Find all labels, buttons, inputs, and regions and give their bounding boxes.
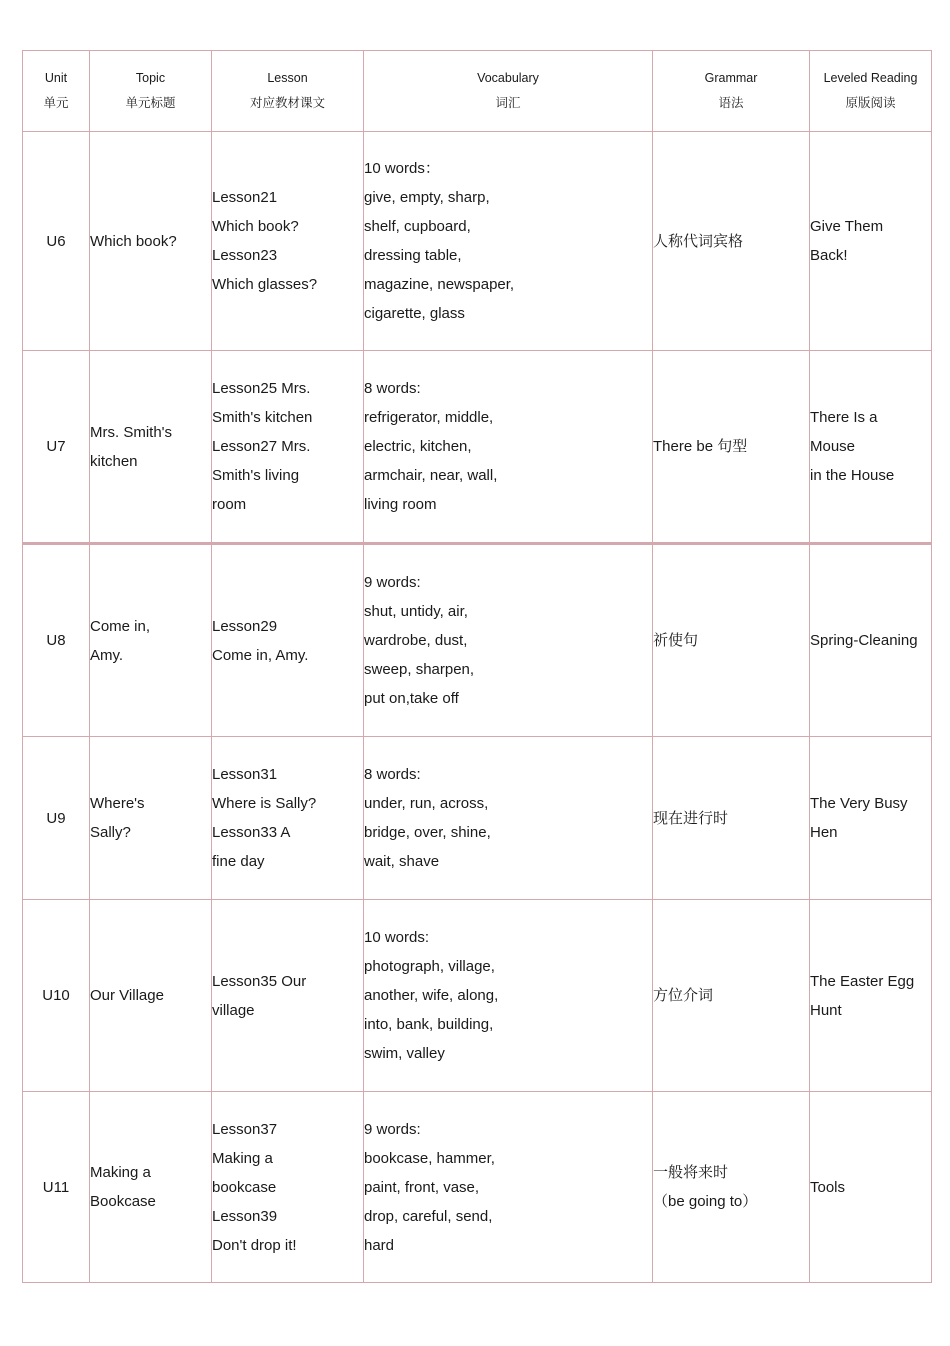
- reading-line: The Very Busy: [810, 795, 908, 812]
- vocabulary-line: bookcase, hammer,: [364, 1149, 495, 1167]
- vocabulary-line: give, empty, sharp,: [364, 189, 490, 206]
- vocabulary-line: 9 words:: [364, 574, 421, 591]
- grammar-cell: [653, 132, 810, 351]
- topic-line: Where's: [90, 795, 145, 812]
- table-row: [23, 544, 932, 737]
- unit-cell: U8: [23, 544, 90, 737]
- table-row: [23, 737, 932, 900]
- lesson-line: fine day: [212, 853, 265, 870]
- reading-line: in the House: [810, 467, 895, 484]
- vocabulary-line: hard: [364, 1236, 395, 1254]
- vocabulary-line: sweep, sharpen,: [364, 661, 475, 678]
- lesson-line: Making a: [212, 1149, 273, 1167]
- lesson-cell: [212, 544, 364, 737]
- grammar-cell: [653, 544, 810, 737]
- grammar-cell: [653, 1092, 810, 1283]
- vocabulary-line: cigarette, glass: [364, 305, 465, 322]
- vocabulary-line: 8 words:: [364, 380, 421, 397]
- vocabulary-line: shut, untidy, air,: [364, 603, 468, 620]
- lesson-cell: [212, 900, 364, 1092]
- vocabulary-line: shelf, cupboard,: [364, 218, 471, 235]
- lesson-line: village: [212, 1001, 255, 1019]
- topic-cell: [90, 1092, 212, 1283]
- lesson-cell: [212, 1092, 364, 1283]
- topic-cell: [90, 737, 212, 900]
- topic-line: kitchen: [90, 452, 138, 470]
- vocabulary-cell: [364, 737, 653, 900]
- vocabulary-line: 10 words:: [364, 929, 430, 946]
- grammar-line: There be 句型: [653, 438, 748, 455]
- vocabulary-line: under, run, across,: [364, 795, 489, 812]
- vocabulary-line: wardrobe, dust,: [364, 632, 468, 649]
- lesson-line: Lesson39: [212, 1207, 278, 1225]
- vocabulary-cell: [364, 351, 653, 544]
- lesson-line: Lesson27 Mrs.: [212, 438, 311, 455]
- topic-cell: [90, 132, 212, 351]
- topic-cell: [90, 900, 212, 1092]
- reading-cell: [810, 132, 932, 351]
- table-row: [23, 132, 932, 351]
- table-row: [23, 1092, 932, 1283]
- reading-cell: [810, 1092, 932, 1283]
- reading-cell: [810, 351, 932, 544]
- unit-cell: U7: [23, 351, 90, 544]
- lesson-line: room: [212, 496, 247, 513]
- lesson-line: Smith's living: [212, 467, 300, 484]
- vocabulary-line: 8 words:: [364, 766, 421, 783]
- topic-cell: [90, 351, 212, 544]
- vocabulary-cell: [364, 132, 653, 351]
- table-row: [23, 900, 932, 1092]
- reading-cell: [810, 544, 932, 737]
- unit-cell: U6: [23, 132, 90, 351]
- vocabulary-line: put on,take off: [364, 690, 459, 707]
- grammar-line: （be going to）: [653, 1193, 758, 1210]
- header-reading: Leveled Reading 原版阅读: [810, 51, 932, 132]
- vocabulary-line: drop, careful, send,: [364, 1207, 493, 1225]
- header-grammar: Grammar 语法: [653, 51, 810, 132]
- vocabulary-line: bridge, over, shine,: [364, 824, 491, 841]
- vocabulary-line: swim, valley: [364, 1045, 445, 1062]
- lesson-line: Lesson25 Mrs.: [212, 380, 311, 397]
- table-row: [23, 351, 932, 544]
- header-vocabulary: Vocabulary 词汇: [364, 51, 653, 132]
- vocabulary-cell: [364, 900, 653, 1092]
- lesson-cell: [212, 351, 364, 544]
- lesson-line: Come in, Amy.: [212, 646, 309, 664]
- vocabulary-line: into, bank, building,: [364, 1016, 494, 1033]
- topic-line: Amy.: [90, 646, 124, 664]
- topic-line: Come in,: [90, 617, 151, 635]
- vocabulary-line: armchair, near, wall,: [364, 467, 498, 484]
- lesson-line: Where is Sally?: [212, 795, 317, 812]
- lesson-line: Lesson29: [212, 617, 278, 635]
- vocabulary-line: wait, shave: [364, 853, 440, 870]
- topic-cell: [90, 544, 212, 737]
- vocabulary-cell: [364, 544, 653, 737]
- lesson-line: Lesson37: [212, 1120, 278, 1138]
- header-unit: Unit 单元: [23, 51, 90, 132]
- vocabulary-cell: [364, 1092, 653, 1283]
- unit-cell: U9: [23, 737, 90, 900]
- reading-line: Give Them: [810, 218, 884, 235]
- topic-line: Our Village: [90, 987, 164, 1004]
- grammar-line: 一般将来时: [653, 1164, 729, 1181]
- grammar-cell: [653, 900, 810, 1092]
- lesson-line: Which book?: [212, 218, 299, 235]
- lesson-cell: [212, 737, 364, 900]
- topic-line: Sally?: [90, 824, 131, 841]
- reading-line: Back!: [810, 247, 848, 264]
- reading-line: Hunt: [810, 1001, 842, 1019]
- vocabulary-line: refrigerator, middle,: [364, 409, 494, 426]
- topic-line: Making a: [90, 1164, 151, 1181]
- unit-cell: U10: [23, 900, 90, 1092]
- lesson-line: Lesson23: [212, 247, 278, 264]
- lesson-line: Smith's kitchen: [212, 409, 313, 426]
- header-topic: Topic 单元标题: [90, 51, 212, 132]
- header-lesson: Lesson 对应教材课文: [212, 51, 364, 132]
- vocabulary-line: living room: [364, 496, 437, 513]
- vocabulary-line: electric, kitchen,: [364, 438, 472, 455]
- reading-cell: [810, 737, 932, 900]
- lesson-line: Lesson31: [212, 766, 278, 783]
- reading-line: There Is a: [810, 409, 878, 426]
- reading-line: Tools: [810, 1178, 846, 1196]
- lesson-line: Lesson35 Our: [212, 972, 307, 990]
- topic-line: Mrs. Smith's: [90, 423, 173, 441]
- reading-line: The Easter Egg: [810, 972, 915, 990]
- vocabulary-line: magazine, newspaper,: [364, 276, 515, 293]
- reading-line: Hen: [810, 824, 838, 841]
- grammar-cell: [653, 351, 810, 544]
- vocabulary-line: dressing table,: [364, 247, 462, 264]
- unit-cell: U11: [23, 1092, 90, 1283]
- lesson-line: Which glasses?: [212, 276, 318, 293]
- lesson-line: Lesson21: [212, 189, 278, 206]
- syllabus-table: [22, 50, 932, 1283]
- grammar-cell: [653, 737, 810, 900]
- grammar-line: 现在进行时: [653, 809, 729, 827]
- vocabulary-line: 10 words：: [364, 160, 440, 177]
- lesson-line: Don't drop it!: [212, 1236, 297, 1254]
- vocabulary-line: 9 words:: [364, 1120, 421, 1138]
- vocabulary-line: paint, front, vase,: [364, 1178, 480, 1196]
- lesson-line: bookcase: [212, 1178, 277, 1196]
- vocabulary-line: another, wife, along,: [364, 987, 499, 1004]
- lesson-line: Lesson33 A: [212, 824, 291, 841]
- grammar-line: 祈使句: [653, 632, 699, 649]
- header-row: [23, 51, 932, 132]
- grammar-line: 方位介词: [653, 987, 714, 1004]
- grammar-line: 人称代词宾格: [653, 232, 744, 250]
- reading-line: Spring-Cleaning: [810, 632, 918, 649]
- topic-line: Bookcase: [90, 1193, 156, 1210]
- reading-line: Mouse: [810, 438, 856, 455]
- lesson-cell: [212, 132, 364, 351]
- topic-line: Which book?: [90, 232, 177, 250]
- vocabulary-line: photograph, village,: [364, 958, 495, 975]
- reading-cell: [810, 900, 932, 1092]
